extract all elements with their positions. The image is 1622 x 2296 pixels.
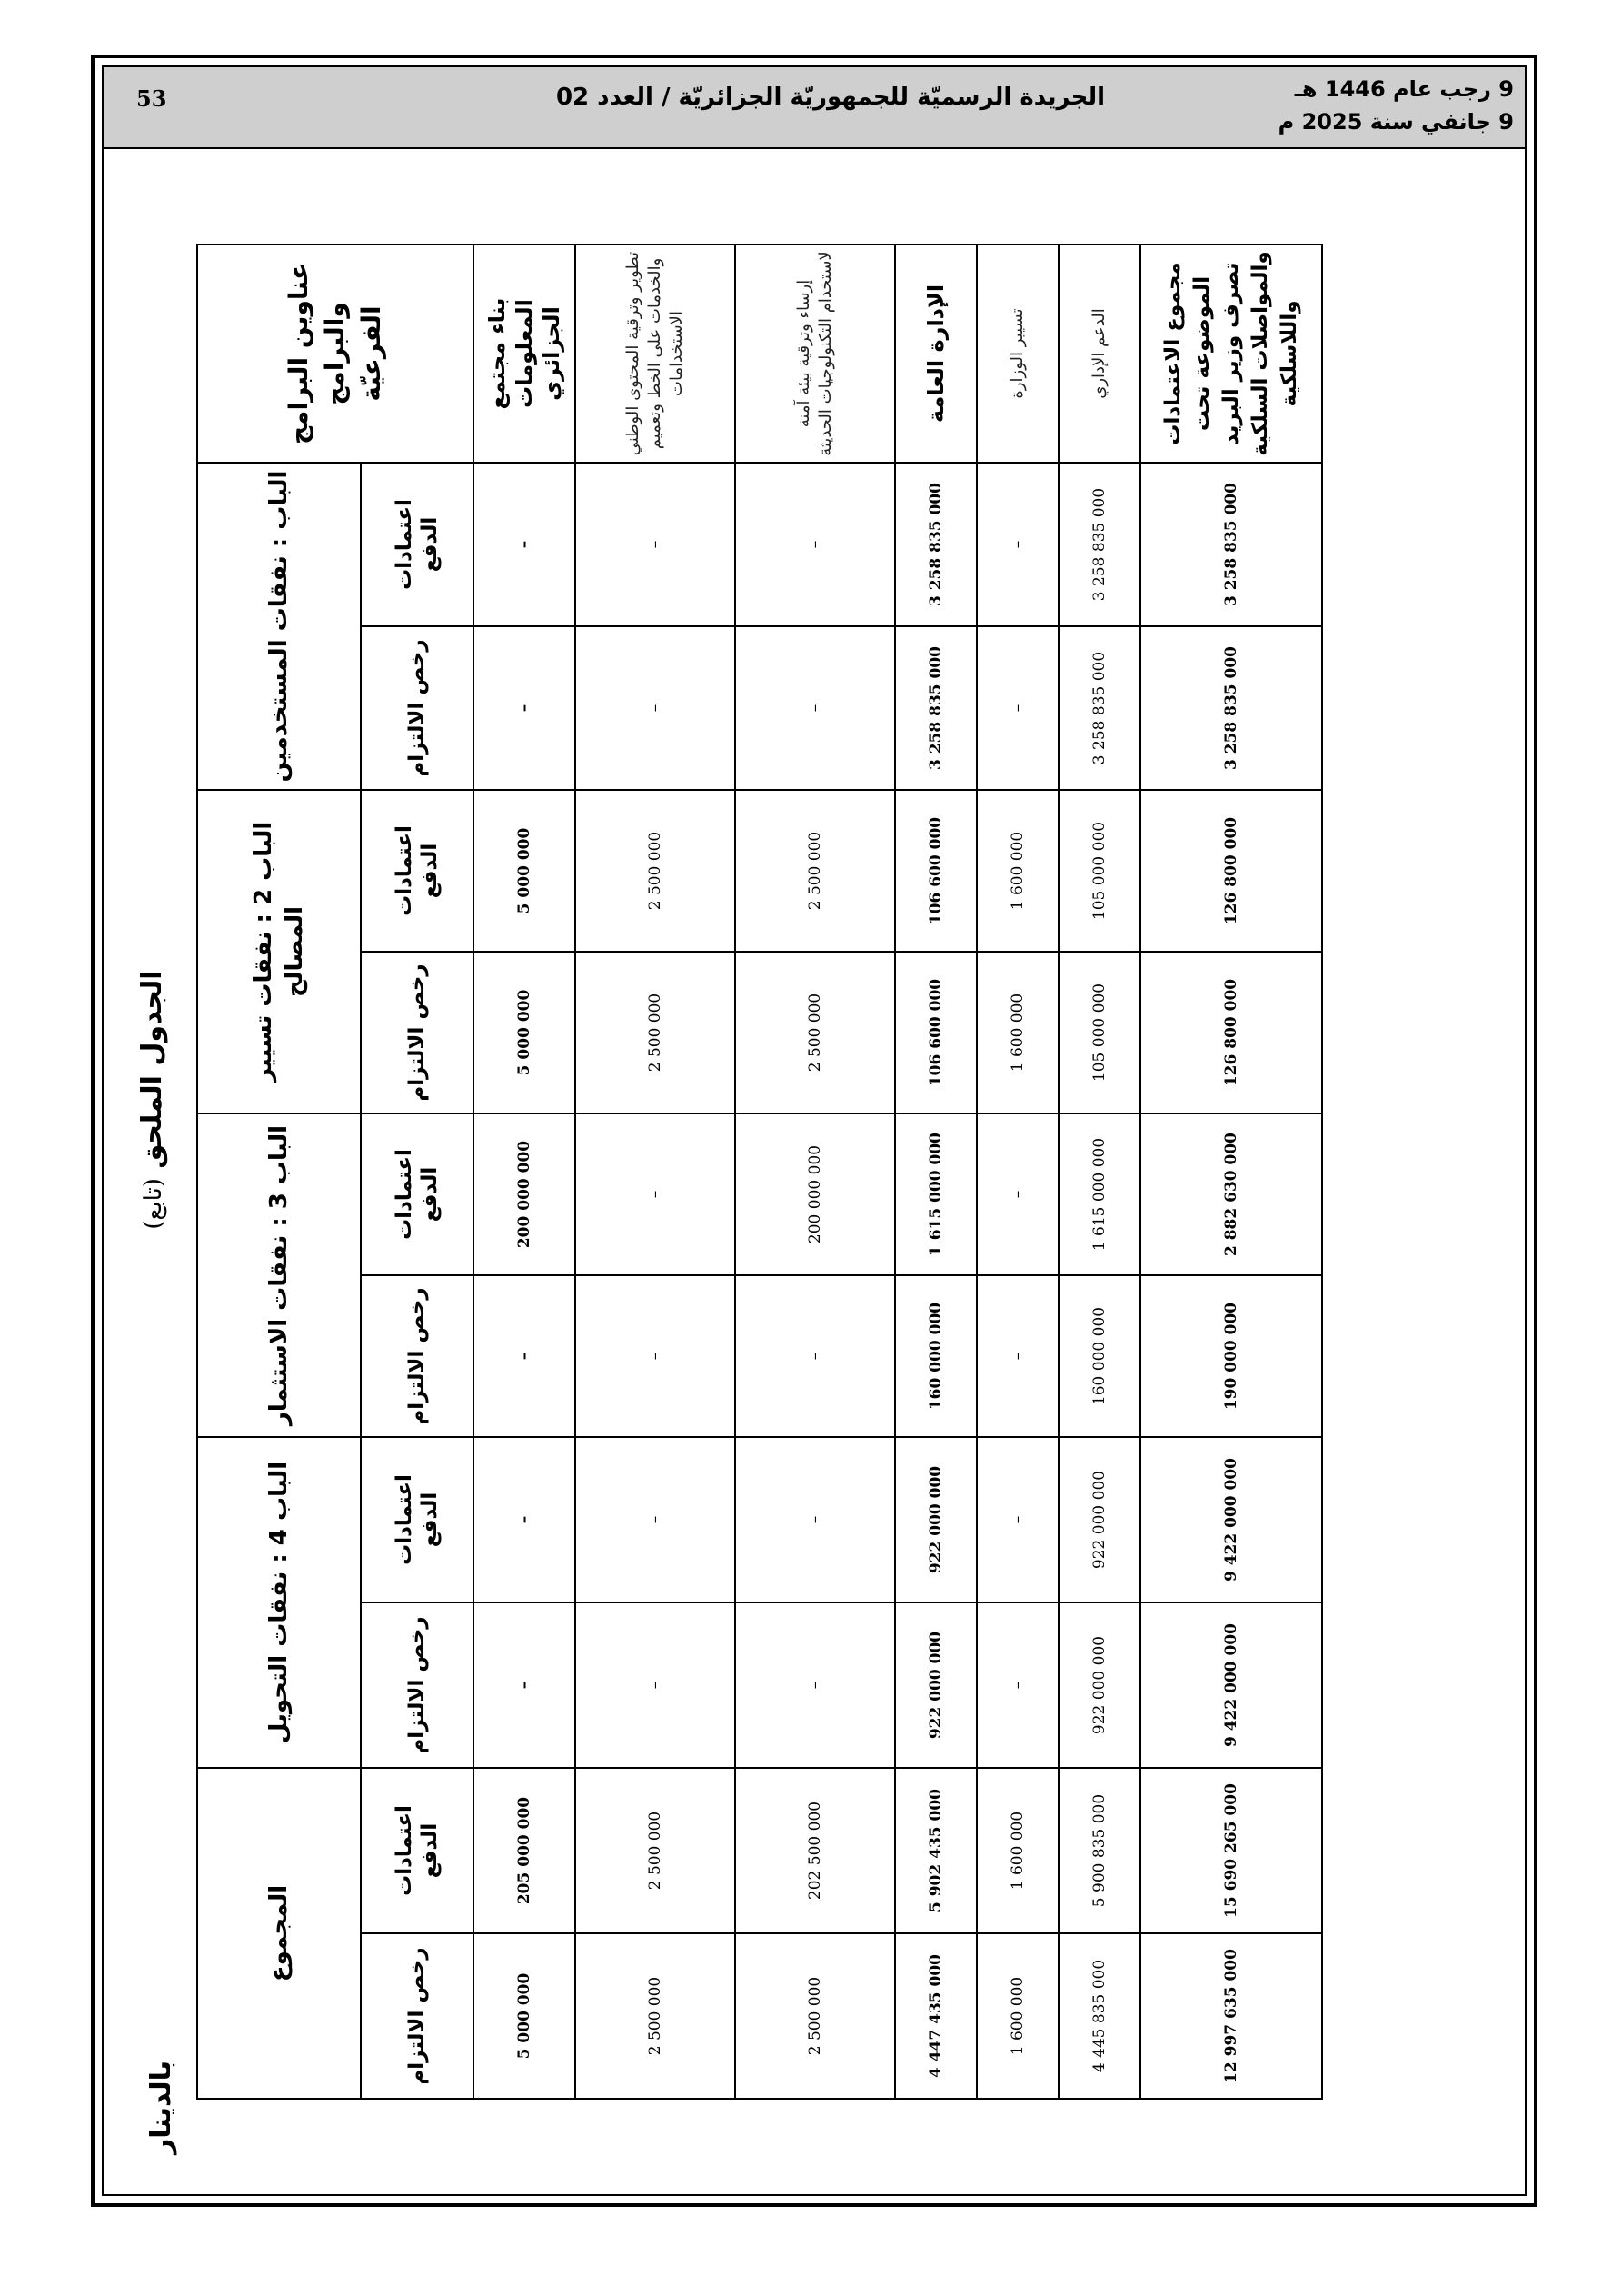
payment-credit-cell: 922 000 000 <box>1059 1437 1140 1602</box>
payment-credit-cell: 1 600 000 <box>977 790 1059 952</box>
payment-credit-cell: 105 000 000 <box>1059 790 1140 952</box>
program-label: تطوير وترقية المحتوى الوطني والخدمات على الخط وتعميم الاستخدامات <box>575 245 735 463</box>
payment-credit-cell: 5 902 435 000 <box>895 1768 977 1933</box>
subheader-commitment: رخص الالتزام <box>361 1933 473 2099</box>
issue-date <box>1279 73 1514 138</box>
payment-credit-cell: 3 258 835 000 <box>895 463 977 626</box>
subheader-payment: اعتمادات الدفع <box>361 463 473 626</box>
payment-credit-cell: 202 500 000 <box>735 1768 895 1933</box>
commitment-auth-cell: 1 600 000 <box>977 1933 1059 2099</box>
commitment-auth-cell: 126 800 000 <box>1140 952 1322 1113</box>
commitment-auth-cell: 160 000 000 <box>895 1275 977 1437</box>
payment-credit-cell: 205 000 000 <box>473 1768 575 1933</box>
commitment-auth-cell: 3 258 835 000 <box>1059 626 1140 790</box>
rotated-content <box>109 155 1519 2191</box>
program-label: الدعم الإداري <box>1059 245 1140 463</box>
gazette-title: الجريدة الرسميّة للجمهوريّة الجزائريّة / العدد 02 <box>555 84 1106 111</box>
payment-credit-cell: – <box>735 463 895 626</box>
commitment-auth-cell: 9 422 000 000 <box>1140 1602 1322 1768</box>
payment-credit-cell: – <box>735 1437 895 1602</box>
subheader-payment: اعتمادات الدفع <box>361 790 473 952</box>
table-row <box>895 245 977 2099</box>
subheader-commitment: رخص الالتزام <box>361 1275 473 1437</box>
commitment-auth-cell: – <box>575 1602 735 1768</box>
payment-credit-cell: 2 500 000 <box>575 790 735 952</box>
payment-credit-cell: 1 600 000 <box>977 1768 1059 1933</box>
subheader-commitment: رخص الالتزام <box>361 1602 473 1768</box>
payment-credit-cell: 3 258 835 000 <box>1059 463 1140 626</box>
payment-credit-cell: 2 500 000 <box>575 1768 735 1933</box>
commitment-auth-cell: 1 600 000 <box>977 952 1059 1113</box>
commitment-auth-cell: – <box>575 626 735 790</box>
payment-credit-cell: 1 615 000 000 <box>895 1113 977 1275</box>
commitment-auth-cell: 3 258 835 000 <box>1140 626 1322 790</box>
commitment-auth-cell: 105 000 000 <box>1059 952 1140 1113</box>
commitment-auth-cell: 2 500 000 <box>735 952 895 1113</box>
commitment-auth-cell: 190 000 000 <box>1140 1275 1322 1437</box>
commitment-auth-cell: 12 997 635 000 <box>1140 1933 1322 2099</box>
table-caption <box>136 827 168 1373</box>
gazette-header <box>104 67 1525 149</box>
table-caption-suffix: (تابع) <box>140 1178 167 1230</box>
group-header-investment: الباب 3 : نفقات الاستثمار <box>197 1113 361 1437</box>
subheader-commitment: رخص الالتزام <box>361 952 473 1113</box>
payment-credit-cell: 9 422 000 000 <box>1140 1437 1322 1602</box>
commitment-auth-cell: 922 000 000 <box>1059 1602 1140 1768</box>
table-row <box>977 245 1059 2099</box>
commitment-auth-cell: – <box>473 1602 575 1768</box>
payment-credit-cell: 5 900 835 000 <box>1059 1768 1140 1933</box>
payment-credit-cell: – <box>575 1113 735 1275</box>
program-label: بناء مجتمع المعلومات الجزائري <box>473 245 575 463</box>
payment-credit-cell: – <box>977 1437 1059 1602</box>
group-header-total: المجموع <box>197 1768 361 2099</box>
commitment-auth-cell: – <box>977 1602 1059 1768</box>
currency-unit: بالدينار <box>145 2060 177 2154</box>
payment-credit-cell: – <box>473 463 575 626</box>
commitment-auth-cell: – <box>735 626 895 790</box>
group-header-services: الباب 2 : نفقات تسيير المصالح <box>197 790 361 1113</box>
program-header: عناوين البرامج والبرامج الفرعيّة <box>197 245 473 463</box>
table-caption-title: الجدول الملحق <box>136 970 168 1169</box>
payment-credit-cell: 3 258 835 000 <box>1140 463 1322 626</box>
date-hijri: 9 رجب عام 1446 هـ <box>1294 76 1514 102</box>
commitment-auth-cell: – <box>977 1275 1059 1437</box>
commitment-auth-cell: 2 500 000 <box>735 1933 895 2099</box>
table-row <box>575 245 735 2099</box>
commitment-auth-cell: 4 447 435 000 <box>895 1933 977 2099</box>
program-label: مجموع الاعتمادات الموضوعة تحت تصرف وزير البريد والمواصلات السلكية واللاسلكية <box>1140 245 1322 463</box>
subheader-payment: اعتمادات الدفع <box>361 1768 473 1933</box>
subheader-commitment: رخص الالتزام <box>361 626 473 790</box>
table-row <box>1059 245 1140 2099</box>
program-label: الإدارة العامة <box>895 245 977 463</box>
payment-credit-cell: 1 615 000 000 <box>1059 1113 1140 1275</box>
payment-credit-cell: 922 000 000 <box>895 1437 977 1602</box>
commitment-auth-cell: 160 000 000 <box>1059 1275 1140 1437</box>
payment-credit-cell: – <box>575 463 735 626</box>
table-header-groups <box>197 245 361 2099</box>
commitment-auth-cell: – <box>735 1602 895 1768</box>
commitment-auth-cell: 4 445 835 000 <box>1059 1933 1140 2099</box>
payment-credit-cell: – <box>575 1437 735 1602</box>
payment-credit-cell: – <box>473 1437 575 1602</box>
table-row-total <box>1140 245 1322 2099</box>
commitment-auth-cell: 922 000 000 <box>895 1602 977 1768</box>
payment-credit-cell: 200 000 000 <box>473 1113 575 1275</box>
table-header-subcolumns <box>361 245 473 2099</box>
payment-credit-cell: 5 000 000 <box>473 790 575 952</box>
program-label: إرساء وترقية بيئة آمنة لاستخدام التكنولوجيات الحديثة <box>735 245 895 463</box>
subheader-payment: اعتمادات الدفع <box>361 1113 473 1275</box>
payment-credit-cell: 2 500 000 <box>735 790 895 952</box>
group-header-personnel: الباب : نفقات المستخدمين <box>197 463 361 790</box>
commitment-auth-cell: – <box>473 626 575 790</box>
payment-credit-cell: – <box>977 463 1059 626</box>
rotated-table-area <box>109 155 1519 2191</box>
commitment-auth-cell: 2 500 000 <box>575 952 735 1113</box>
payment-credit-cell: 2 882 630 000 <box>1140 1113 1322 1275</box>
table-row <box>473 245 575 2099</box>
payment-credit-cell: 106 600 000 <box>895 790 977 952</box>
commitment-auth-cell: 5 000 000 <box>473 952 575 1113</box>
commitment-auth-cell: – <box>977 626 1059 790</box>
commitment-auth-cell: – <box>735 1275 895 1437</box>
date-gregorian: 9 جانفي سنة 2025 م <box>1278 109 1514 135</box>
subheader-payment: اعتمادات الدفع <box>361 1437 473 1602</box>
commitment-auth-cell: 3 258 835 000 <box>895 626 977 790</box>
payment-credit-cell: 200 000 000 <box>735 1113 895 1275</box>
program-label: تسيير الوزارة <box>977 245 1059 463</box>
commitment-auth-cell: 2 500 000 <box>575 1933 735 2099</box>
table-row <box>735 245 895 2099</box>
page-number: 53 <box>136 85 167 112</box>
payment-credit-cell: 15 690 265 000 <box>1140 1768 1322 1933</box>
commitment-auth-cell: 5 000 000 <box>473 1933 575 2099</box>
commitment-auth-cell: – <box>473 1275 575 1437</box>
commitment-auth-cell: – <box>575 1275 735 1437</box>
payment-credit-cell: – <box>977 1113 1059 1275</box>
budget-table <box>196 244 1323 2100</box>
payment-credit-cell: 126 800 000 <box>1140 790 1322 952</box>
commitment-auth-cell: 106 600 000 <box>895 952 977 1113</box>
group-header-transfer: الباب 4 : نفقات التحويل <box>197 1437 361 1768</box>
